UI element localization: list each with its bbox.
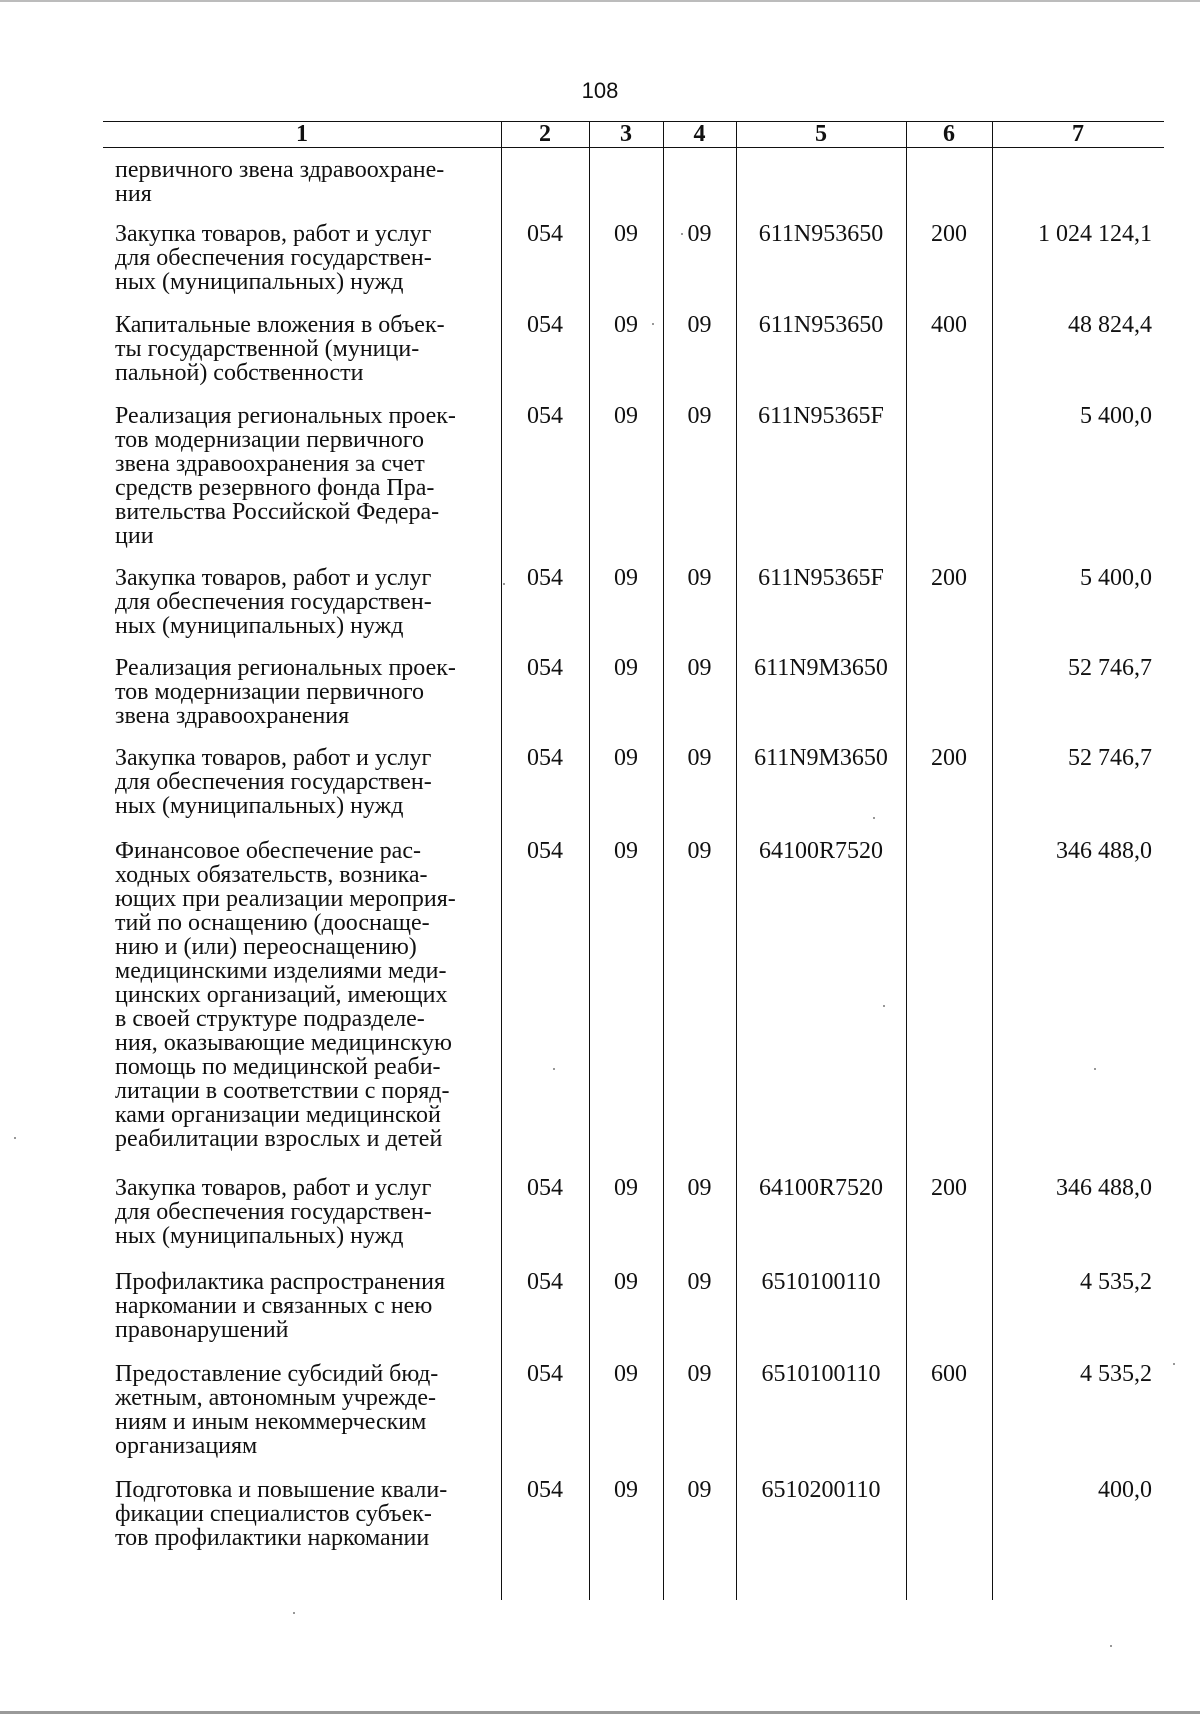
row-name: Закупка товаров, работ и услуг для обеспечения государствен- ных (муниципальных) нужд [115,221,432,295]
row-code-subsection: 09 [687,312,712,338]
scan-speck [293,1612,295,1614]
header-col-4: 4 [693,121,706,147]
row-name: Реализация региональных проек- тов модернизации первичного звена здравоохранения за счет средств резервного фонда Пра- вительства Российской Федера- ции [115,403,456,549]
row-name: Реализация региональных проек- тов модернизации первичного звена здравоохранения [115,655,456,729]
row-name: Закупка товаров, работ и услуг для обеспечения государствен- ных (муниципальных) нужд [115,745,432,819]
scan-speck [652,323,654,325]
row-name: Закупка товаров, работ и услуг для обеспечения государствен- ных (муниципальных) нужд [115,565,432,639]
page-number: 108 [581,78,619,103]
row-code-ministry: 054 [527,221,563,247]
row-code-target: 611N9M3650 [754,655,888,681]
row-code-target: 611N95365F [758,403,884,429]
row-code-ministry: 054 [527,312,563,338]
row-code-section: 09 [614,1477,638,1503]
row-amount: 4 535,2 [1080,1361,1152,1387]
scan-speck [1173,1363,1175,1365]
row-code-section: 09 [614,745,638,771]
header-col-1: 1 [296,121,308,147]
row-amount: 400,0 [1098,1477,1152,1503]
row-code-target: 6510200110 [761,1477,881,1503]
row-code-section: 09 [614,838,638,864]
row-amount: 346 488,0 [1056,838,1152,864]
scan-speck [1110,1645,1112,1647]
scan-speck [883,1005,885,1007]
header-col-6: 6 [943,121,955,147]
row-code-expense-type: 200 [931,221,967,247]
row-name: Профилактика распространения наркомании и связанных с нею правонарушений [115,1269,446,1343]
row-name: Предоставление субсидий бюд- жетным, автономным учрежде- ниям и иным некоммерческим организациям [115,1361,439,1459]
row-code-ministry: 054 [527,565,563,591]
row-code-section: 09 [614,1361,638,1387]
scan-speck [873,817,875,819]
row-code-ministry: 054 [527,1175,563,1201]
header-col-5: 5 [815,121,827,147]
scan-edge-bottom [0,1711,1200,1714]
row-code-subsection: 09 [687,1477,712,1503]
table-header-rule [103,147,1164,148]
header-col-2: 2 [539,121,551,147]
row-code-subsection: 09 [687,838,712,864]
header-col-7: 7 [1072,121,1084,147]
row-amount: 1 024 124,1 [1038,221,1152,247]
row-code-subsection: 09 [687,1361,712,1387]
header-col-3: 3 [620,121,632,147]
scan-speck [14,1137,16,1139]
row-amount: 52 746,7 [1068,745,1152,771]
row-code-target: 611N953650 [758,221,884,247]
row-name: Капитальные вложения в объек- ты государственной (муници- пальной) собственности [115,312,445,386]
table-header-row [103,121,1164,147]
scan-speck [681,233,683,235]
scan-speck [553,1068,555,1070]
row-code-ministry: 054 [527,745,563,771]
row-code-expense-type: 200 [931,565,967,591]
row-code-target: 64100R7520 [758,838,883,864]
row-code-subsection: 09 [687,565,712,591]
row-code-section: 09 [614,1175,638,1201]
row-code-expense-type: 400 [931,312,967,338]
row-name: Закупка товаров, работ и услуг для обеспечения государствен- ных (муниципальных) нужд [115,1175,432,1249]
row-code-expense-type: 600 [931,1361,967,1387]
row-code-target: 64100R7520 [758,1175,883,1201]
row-name: первичного звена здравоохране- ния [115,157,445,207]
row-code-subsection: 09 [687,1175,712,1201]
row-code-ministry: 054 [527,838,563,864]
row-code-section: 09 [614,565,638,591]
row-code-ministry: 054 [527,403,563,429]
row-code-subsection: 09 [687,403,712,429]
row-code-subsection: 09 [687,655,712,681]
scan-speck [503,583,505,585]
row-code-subsection: 09 [687,745,712,771]
row-code-target: 6510100110 [761,1361,881,1387]
row-code-expense-type: 200 [931,1175,967,1201]
row-code-subsection: 09 [687,221,712,247]
row-code-ministry: 054 [527,1361,563,1387]
row-code-section: 09 [614,1269,638,1295]
row-amount: 5 400,0 [1080,565,1152,591]
row-code-expense-type: 200 [931,745,967,771]
row-amount: 346 488,0 [1056,1175,1152,1201]
row-code-ministry: 054 [527,1269,563,1295]
row-amount: 52 746,7 [1068,655,1152,681]
row-amount: 5 400,0 [1080,403,1152,429]
row-code-target: 611N95365F [758,565,884,591]
row-code-section: 09 [614,655,638,681]
scan-speck [1094,1068,1096,1070]
row-code-section: 09 [614,403,638,429]
row-name: Подготовка и повышение квали- фикации специалистов субъек- тов профилактики наркомании [115,1477,448,1551]
row-code-section: 09 [614,221,638,247]
row-code-ministry: 054 [527,1477,563,1503]
row-code-target: 611N953650 [758,312,884,338]
row-code-subsection: 09 [687,1269,712,1295]
scan-edge-top [0,0,1200,2]
row-code-target: 6510100110 [761,1269,881,1295]
row-code-section: 09 [614,312,638,338]
row-code-target: 611N9M3650 [754,745,888,771]
row-name: Финансовое обеспечение рас- ходных обязательств, возника- ющих при реализации мероприя- тий по оснащению (дооснаще- нию и (или) переоснащению) медицинскими изделиями меди- цинских организаций, имеющих в своей структуре подразделе- ния, оказывающие медицинскую помощь по медицинской реаби- литации в соответствии с поряд- ками организации медицинской реабилитации взрослых и детей [115,838,456,1152]
row-code-ministry: 054 [527,655,563,681]
row-amount: 48 824,4 [1068,312,1152,338]
row-amount: 4 535,2 [1080,1269,1152,1295]
